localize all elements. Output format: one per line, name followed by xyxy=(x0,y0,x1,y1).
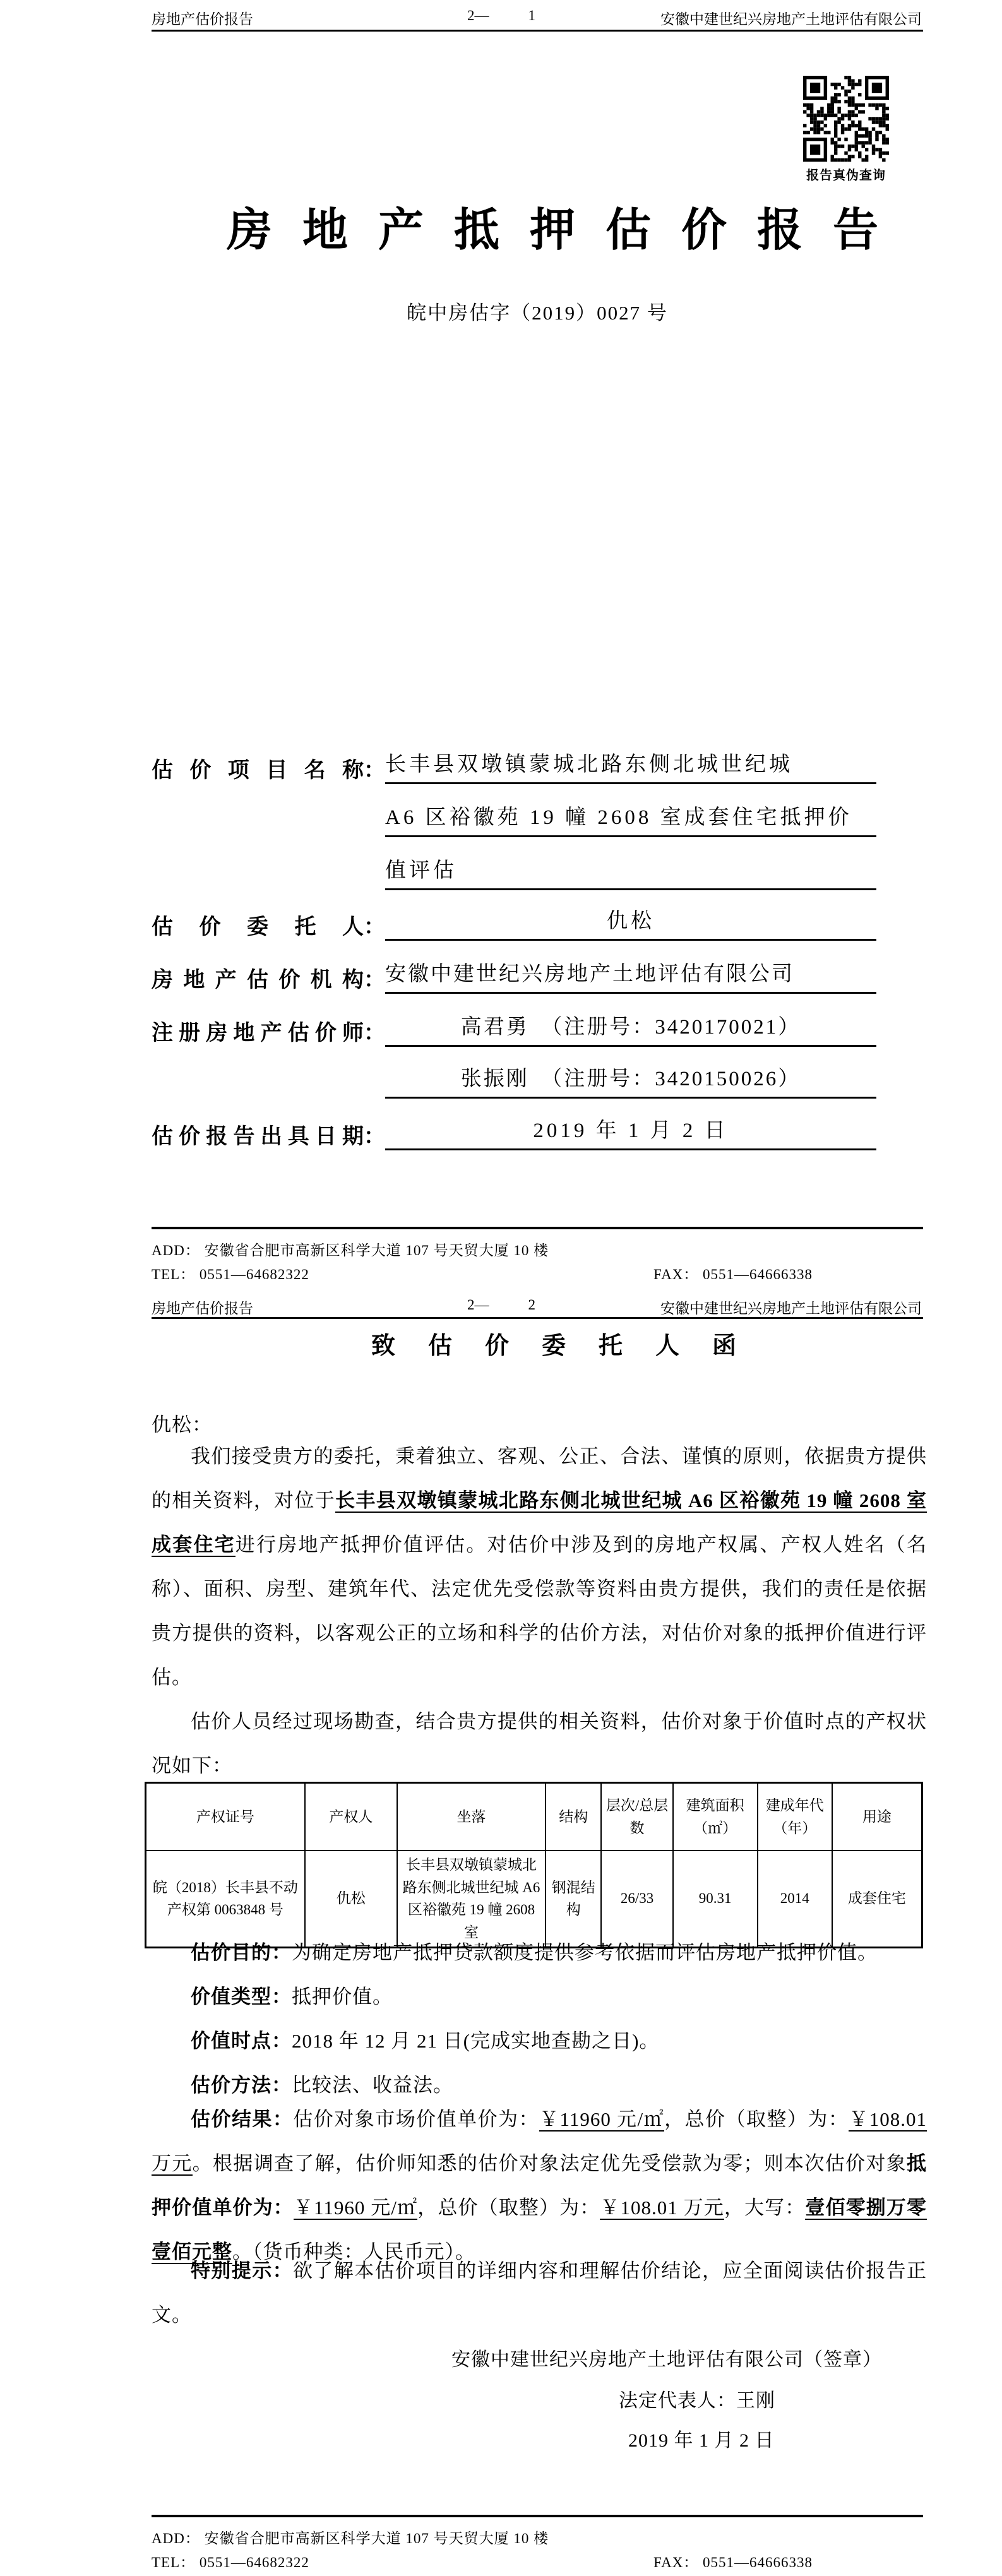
page2-header-title: 房地产估价报告 xyxy=(152,1301,253,1316)
field-row-project-name-3 xyxy=(152,851,928,890)
field-label: 估价委托人 xyxy=(152,915,364,939)
page2-footer-tel: TEL： 0551—64682322 xyxy=(152,2555,309,2570)
field-label: 估价项目名称 xyxy=(152,758,364,782)
letter-paragraph-1: 我们接受贵方的委托，秉着独立、客观、公正、合法、谨慎的原则，依据贵方提供的相关资料，对位于长丰县双墩镇蒙城北路东侧北城世纪城 A6 区裕徽苑 19 幢 2608 室成套住宅进行房地产抵押价值评估。对估价中涉及到的房地产权属、产权人姓名（名称）、面积、房型、建筑年代、法定优先受偿款等资料由贵方提供，我们的责任是依据贵方提供的资料，以客观公正的立场和科学的估价方法，对估价对象的抵押价值进行评估。 xyxy=(152,1445,927,1688)
td-floor: 26/33 xyxy=(601,1851,672,1947)
page2-header-rule xyxy=(152,1317,923,1319)
td-area: 90.31 xyxy=(673,1851,758,1947)
table-header-row xyxy=(146,1783,922,1851)
letter-title: 致估价委托人函 xyxy=(371,1333,769,1359)
th-owner: 产权人 xyxy=(305,1783,397,1851)
page-number-prefix: 2— xyxy=(467,8,489,23)
field-value: 安徽中建世纪兴房地产土地评估有限公司 xyxy=(385,960,876,994)
field-value: 值评估 xyxy=(385,857,876,890)
signature-company: 安徽中建世纪兴房地产土地评估有限公司（签章） xyxy=(451,2349,882,2370)
field-value: 高君勇 （注册号：3420170021） xyxy=(385,1013,876,1047)
value-date: 价值时点：2018 年 12 月 21 日(完成实地查勘之日)。 xyxy=(191,2030,660,2052)
field-colon: ： xyxy=(364,968,385,992)
page1-footer-address: ADD： 安徽省合肥市高新区科学大道 107 号天贸大厦 10 楼 xyxy=(152,1243,549,1258)
td-year-built: 2014 xyxy=(758,1851,832,1947)
page1-page-number xyxy=(467,8,535,24)
page2-header-company: 安徽中建世纪兴房地产土地评估有限公司 xyxy=(660,1301,922,1316)
signature-date: 2019 年 1 月 2 日 xyxy=(628,2430,775,2451)
page-number-value: 1 xyxy=(528,8,535,23)
field-value: 长丰县双墩镇蒙城北路东侧北城世纪城 xyxy=(385,751,876,784)
letter-paragraph-2: 估价人员经过现场勘查，结合贵方提供的相关资料，估价对象于价值时点的产权状况如下： xyxy=(152,1710,927,1777)
field-colon: ： xyxy=(364,1124,385,1148)
field-label: 估价报告出具日期 xyxy=(152,1124,364,1148)
field-row-client xyxy=(152,902,928,941)
value-type: 价值类型：抵押价值。 xyxy=(191,1986,393,2008)
field-label: 房地产估价机构 xyxy=(152,968,364,992)
salutation: 仇松： xyxy=(152,1414,212,1436)
field-value: 张振刚 （注册号：3420150026） xyxy=(385,1065,876,1099)
appraisal-method: 估价方法：比较法、收益法。 xyxy=(191,2074,453,2096)
page1-footer-fax: FAX： 0551—64666338 xyxy=(653,1267,813,1282)
field-row-project-name-2 xyxy=(152,798,928,837)
field-row-project-name xyxy=(152,745,928,784)
special-notice: 特别提示：欲了解本估价项目的详细内容和理解估价结论，应全面阅读估价报告正文。 xyxy=(152,2260,927,2326)
td-cert-no: 皖（2018）长丰县不动产权第 0063848 号 xyxy=(146,1851,305,1947)
signature-legal-rep: 法定代表人：王刚 xyxy=(619,2390,775,2411)
th-use: 用途 xyxy=(832,1783,922,1851)
field-row-issue-date xyxy=(152,1111,928,1150)
report-title: 房地产抵押估价报告 xyxy=(226,205,909,256)
th-structure: 结构 xyxy=(546,1783,602,1851)
page2-page-number xyxy=(467,1297,535,1313)
field-row-appraiser-2 xyxy=(152,1059,928,1099)
report-number: 皖中房估字（2019）0027 号 xyxy=(407,302,668,324)
field-row-appraiser-1 xyxy=(152,1008,928,1047)
appraisal-result: 估价结果：估价对象市场价值单价为：￥11960 元/㎡，总价（取整）为：￥108.01万元。根据调查了解，估价师知悉的估价对象法定优先受偿款为零；则本次估价对象抵押价值单价为：￥11960 元/㎡，总价（取整）为：￥108.01 万元，大写：壹佰零捌万零壹佰元整。（货币种类：人民币元）。 xyxy=(152,2108,927,2263)
th-location: 坐落 xyxy=(397,1783,546,1851)
qr-code xyxy=(801,76,892,162)
th-cert-no: 产权证号 xyxy=(146,1783,305,1851)
field-colon: ： xyxy=(364,1021,385,1045)
page2-footer-address: ADD： 安徽省合肥市高新区科学大道 107 号天贸大厦 10 楼 xyxy=(152,2531,549,2546)
page2-footer-fax: FAX： 0551—64666338 xyxy=(653,2555,813,2570)
td-location: 长丰县双墩镇蒙城北路东侧北城世纪城 A6 区裕徽苑 19 幢 2608 室 xyxy=(397,1851,546,1947)
page1-header-rule xyxy=(152,30,923,32)
th-floor: 层次/总层数 xyxy=(601,1783,672,1851)
qr-block xyxy=(801,76,892,183)
qr-caption: 报告真伪查询 xyxy=(806,169,886,182)
field-value: 2019 年 1 月 2 日 xyxy=(385,1117,876,1150)
th-area: 建筑面积（㎡） xyxy=(673,1783,758,1851)
field-colon: ： xyxy=(364,758,385,782)
page1-footer-tel: TEL： 0551—64682322 xyxy=(152,1267,309,1282)
field-colon: ： xyxy=(364,915,385,939)
td-owner: 仇松 xyxy=(305,1851,397,1947)
field-label: 注册房地产估价师 xyxy=(152,1021,364,1045)
td-use: 成套住宅 xyxy=(832,1851,922,1947)
page1-header-title: 房地产估价报告 xyxy=(152,11,253,27)
property-table xyxy=(145,1782,923,1948)
page1-footer-rule xyxy=(152,1227,923,1229)
page1-header-company: 安徽中建世纪兴房地产土地评估有限公司 xyxy=(660,11,922,27)
field-row-agency xyxy=(152,955,928,994)
th-year-built: 建成年代（年） xyxy=(758,1783,832,1851)
appraisal-purpose: 估价目的：为确定房地产抵押贷款额度提供参考依据而评估房地产抵押价值。 xyxy=(191,1941,878,1964)
page2-footer-rule xyxy=(152,2515,923,2517)
td-structure: 钢混结构 xyxy=(546,1851,602,1947)
page-number-prefix: 2— xyxy=(467,1297,489,1313)
field-value: A6 区裕徽苑 19 幢 2608 室成套住宅抵押价 xyxy=(385,804,876,837)
page-number-value: 2 xyxy=(528,1297,535,1313)
field-value: 仇松 xyxy=(385,907,876,941)
